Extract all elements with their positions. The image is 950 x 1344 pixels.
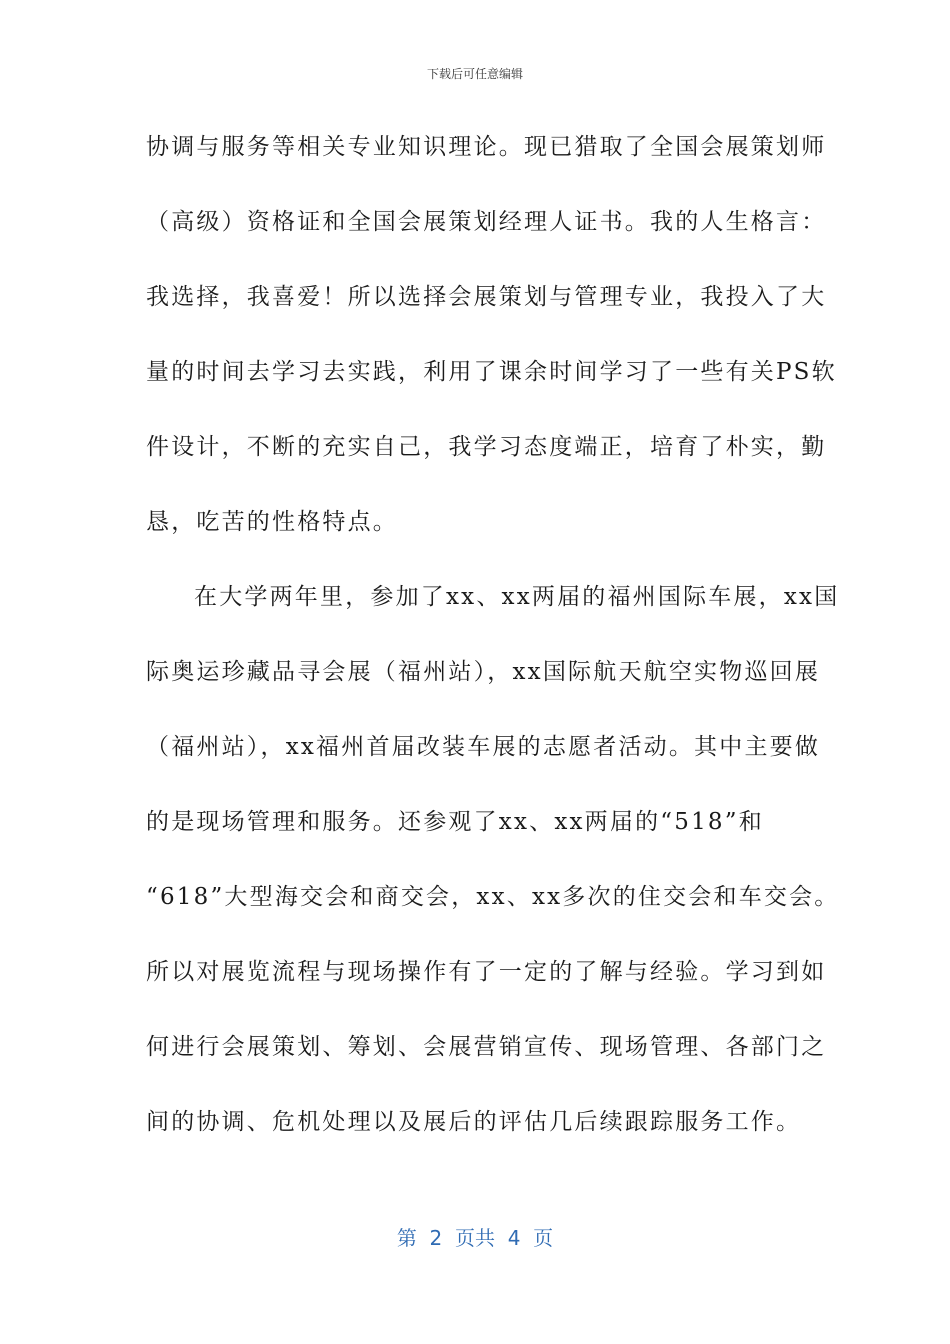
text-line: 际奥运珍藏品寻会展（福州站），xx国际航天航空实物巡回展	[146, 659, 821, 685]
text-line: “618”大型海交会和商交会，xx、xx多次的住交会和车交会。	[146, 884, 840, 910]
text-line: 的是现场管理和服务。还参观了xx、xx两届的“518”和	[146, 809, 764, 835]
text-line: 间的协调、危机处理以及展后的评估几后续跟踪服务工作。	[146, 1109, 802, 1135]
text-line: 恳，吃苦的性格特点。	[146, 509, 398, 535]
text-line: 量的时间去学习去实践，利用了课余时间学习了一些有关PS软	[146, 359, 837, 385]
text-line: （高级）资格证和全国会展策划经理人证书。我的人生格言：	[146, 209, 827, 235]
text-line: 所以对展览流程与现场操作有了一定的了解与经验。学习到如	[146, 959, 827, 985]
text-line: （福州站），xx福州首届改装车展的志愿者活动。其中主要做	[146, 734, 821, 760]
document-body	[146, 123, 840, 1173]
page-number-footer: 第 2 页共 4 页	[396, 1226, 554, 1250]
text-line: 件设计，不断的充实自己，我学习态度端正，培育了朴实，勤	[146, 434, 827, 460]
paragraph-start-line: 在大学两年里，参加了xx、xx两届的福州国际车展，xx国	[194, 584, 840, 610]
page-header-note: 下载后可任意编辑	[426, 67, 523, 81]
text-line: 协调与服务等相关专业知识理论。现已猎取了全国会展策划师	[146, 134, 827, 160]
text-line: 我选择，我喜爱！所以选择会展策划与管理专业，我投入了大	[146, 284, 827, 310]
text-line: 何进行会展策划、筹划、会展营销宣传、现场管理、各部门之	[146, 1034, 827, 1060]
